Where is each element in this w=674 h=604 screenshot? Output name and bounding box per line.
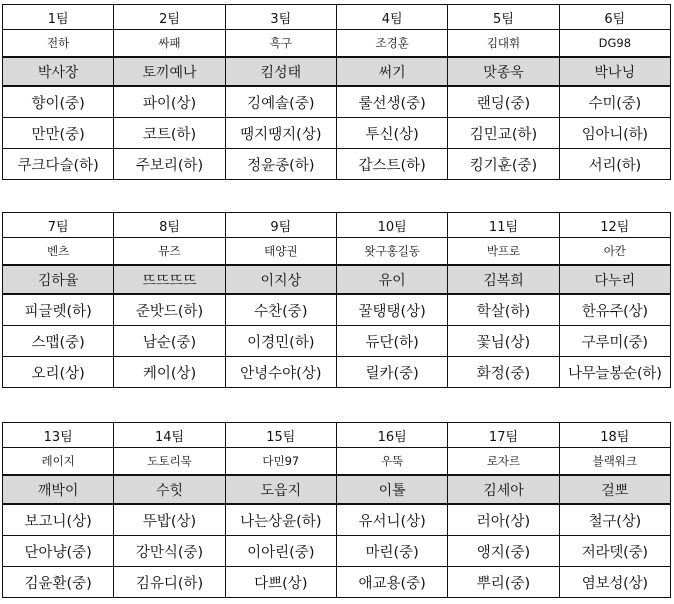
team-member-cell: 룰선생(중) (336, 86, 447, 118)
team-member-cell: 쿠크다슬(하) (3, 149, 114, 180)
team-leader-cell: 로자르 (448, 448, 559, 476)
team-name-row (3, 213, 671, 238)
team-name-cell: 7팀 (3, 213, 114, 238)
team-leader-cell: 왓구홍길동 (336, 238, 447, 266)
team-member-row (3, 536, 671, 567)
team-member-cell: 남순(중) (114, 326, 225, 357)
team-leader-cell: DG98 (559, 30, 670, 58)
team-member-cell: 구루미(중) (559, 326, 670, 357)
team-member-cell: 임아니(하) (559, 118, 670, 149)
team-member-cell: 만만(중) (3, 118, 114, 149)
team-captain-cell: 이톨 (336, 475, 447, 504)
team-leader-cell: 전하 (3, 30, 114, 58)
team-name-cell: 9팀 (225, 213, 336, 238)
team-member-cell: 랜딩(중) (448, 86, 559, 118)
team-captain-cell: 다누리 (559, 265, 670, 294)
team-captain-cell: 걸뽀 (559, 475, 670, 504)
team-member-row (3, 86, 671, 118)
team-name-cell: 5팀 (448, 5, 559, 30)
team-leader-cell: 블랙워크 (559, 448, 670, 476)
team-member-cell: 한유주(상) (559, 294, 670, 326)
team-name-cell: 16팀 (336, 423, 447, 448)
team-member-row (3, 326, 671, 357)
team-leader-cell: 태양권 (225, 238, 336, 266)
team-captain-cell: 뜨뜨뜨뜨 (114, 265, 225, 294)
team-leader-cell: 조경훈 (336, 30, 447, 58)
team-member-cell: 뿌리(중) (448, 567, 559, 598)
team-table (2, 4, 671, 180)
team-leader-cell: 도토리묵 (114, 448, 225, 476)
team-leader-cell: 레이지 (3, 448, 114, 476)
team-member-cell: 릴카(중) (336, 357, 447, 388)
team-member-cell: 준밧드(하) (114, 294, 225, 326)
team-member-cell: 꿀탱탱(상) (336, 294, 447, 326)
team-name-row (3, 5, 671, 30)
team-name-cell: 12팀 (559, 213, 670, 238)
team-member-cell: 투신(상) (336, 118, 447, 149)
team-member-cell: 듀단(하) (336, 326, 447, 357)
team-leader-row (3, 448, 671, 476)
team-member-cell: 수찬(중) (225, 294, 336, 326)
team-captain-cell: 킴성태 (225, 57, 336, 86)
team-table (2, 212, 671, 388)
team-member-cell: 러아(상) (448, 504, 559, 536)
team-captain-cell: 박사장 (3, 57, 114, 86)
team-member-cell: 안녕수야(상) (225, 357, 336, 388)
team-member-row (3, 294, 671, 326)
team-member-cell: 김윤환(중) (3, 567, 114, 598)
team-name-cell: 14팀 (114, 423, 225, 448)
team-member-cell: 꽃님(상) (448, 326, 559, 357)
team-member-cell: 서리(하) (559, 149, 670, 180)
team-member-cell: 스맵(중) (3, 326, 114, 357)
team-name-cell: 10팀 (336, 213, 447, 238)
team-captain-cell: 박나닝 (559, 57, 670, 86)
team-member-cell: 피글렛(하) (3, 294, 114, 326)
team-member-cell: 단아냥(중) (3, 536, 114, 567)
team-name-cell: 4팀 (336, 5, 447, 30)
team-captain-cell: 이지상 (225, 265, 336, 294)
team-leader-cell: 아칸 (559, 238, 670, 266)
team-leader-cell: 벤츠 (3, 238, 114, 266)
team-captain-cell: 맛종욱 (448, 57, 559, 86)
team-captain-cell: 토끼예나 (114, 57, 225, 86)
team-member-cell: 마린(중) (336, 536, 447, 567)
team-captain-row (3, 265, 671, 294)
team-captain-cell: 도읍지 (225, 475, 336, 504)
team-captain-cell: 깨박이 (3, 475, 114, 504)
team-member-cell: 땡지땡지(상) (225, 118, 336, 149)
team-member-cell: 유서니(상) (336, 504, 447, 536)
team-member-cell: 김유디(하) (114, 567, 225, 598)
team-member-row (3, 567, 671, 598)
team-name-cell: 13팀 (3, 423, 114, 448)
team-member-cell: 학살(하) (448, 294, 559, 326)
team-member-cell: 케이(상) (114, 357, 225, 388)
team-name-cell: 8팀 (114, 213, 225, 238)
team-name-cell: 3팀 (225, 5, 336, 30)
team-member-cell: 갑스트(하) (336, 149, 447, 180)
team-member-row (3, 149, 671, 180)
team-name-row (3, 423, 671, 448)
team-member-cell: 철구(상) (559, 504, 670, 536)
team-leader-cell: 싸패 (114, 30, 225, 58)
team-member-cell: 이경민(하) (225, 326, 336, 357)
team-member-cell: 파이(상) (114, 86, 225, 118)
team-name-cell: 1팀 (3, 5, 114, 30)
team-member-cell: 강만식(중) (114, 536, 225, 567)
team-captain-cell: 김하율 (3, 265, 114, 294)
team-member-cell: 앵지(중) (448, 536, 559, 567)
team-member-cell: 김민교(하) (448, 118, 559, 149)
team-leader-cell: 뮤즈 (114, 238, 225, 266)
team-name-cell: 15팀 (225, 423, 336, 448)
team-leader-cell: 우뚝 (336, 448, 447, 476)
team-leader-cell: 김대휘 (448, 30, 559, 58)
team-member-cell: 주보리(하) (114, 149, 225, 180)
team-member-cell: 향이(중) (3, 86, 114, 118)
team-captain-cell: 써기 (336, 57, 447, 86)
team-member-cell: 저라뎃(중) (559, 536, 670, 567)
team-name-cell: 11팀 (448, 213, 559, 238)
team-captain-cell: 수힛 (114, 475, 225, 504)
team-member-cell: 애교용(중) (336, 567, 447, 598)
team-member-cell: 다쁘(상) (225, 567, 336, 598)
team-leader-cell: 박프로 (448, 238, 559, 266)
team-member-cell: 나는상윤(하) (225, 504, 336, 536)
team-member-cell: 보고니(상) (3, 504, 114, 536)
team-table (2, 422, 671, 598)
team-member-row (3, 118, 671, 149)
team-member-cell: 코트(하) (114, 118, 225, 149)
team-captain-cell: 김복희 (448, 265, 559, 294)
team-name-cell: 17팀 (448, 423, 559, 448)
team-member-cell: 이아린(중) (225, 536, 336, 567)
team-leader-cell: 다민97 (225, 448, 336, 476)
team-captain-row (3, 57, 671, 86)
team-captain-row (3, 475, 671, 504)
team-member-cell: 오리(상) (3, 357, 114, 388)
team-member-row (3, 357, 671, 388)
team-member-cell: 화정(중) (448, 357, 559, 388)
team-leader-row (3, 30, 671, 58)
team-captain-cell: 유이 (336, 265, 447, 294)
team-member-cell: 나무늘봉순(하) (559, 357, 670, 388)
team-member-cell: 염보성(상) (559, 567, 670, 598)
team-member-cell: 뚜밥(상) (114, 504, 225, 536)
team-member-cell: 깅예솔(중) (225, 86, 336, 118)
team-name-cell: 2팀 (114, 5, 225, 30)
team-name-cell: 18팀 (559, 423, 670, 448)
team-leader-row (3, 238, 671, 266)
team-member-row (3, 504, 671, 536)
team-member-cell: 킹기훈(중) (448, 149, 559, 180)
team-name-cell: 6팀 (559, 5, 670, 30)
team-captain-cell: 김세아 (448, 475, 559, 504)
team-leader-cell: 흑구 (225, 30, 336, 58)
team-member-cell: 수미(중) (559, 86, 670, 118)
team-member-cell: 정윤종(하) (225, 149, 336, 180)
